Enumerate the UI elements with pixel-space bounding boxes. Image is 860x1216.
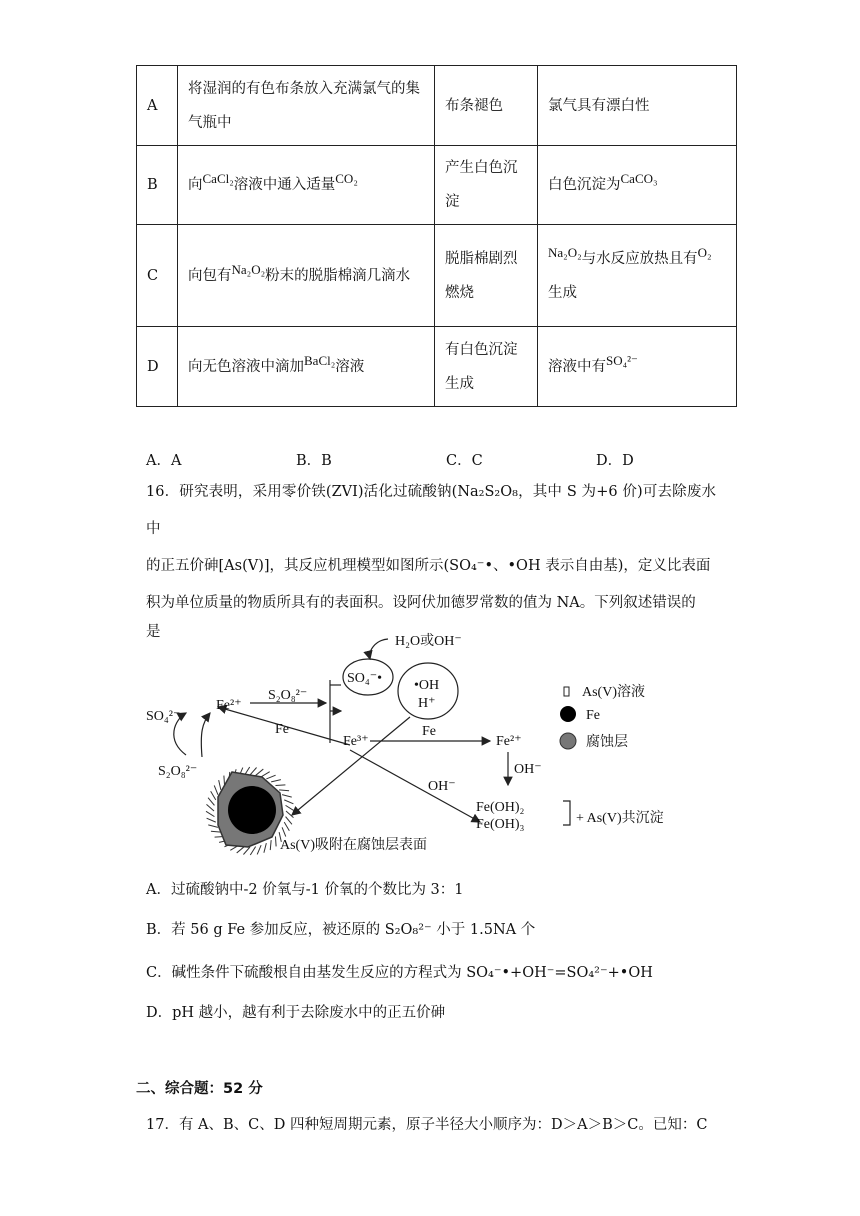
corrosion-spike [257,845,261,854]
corrosion-spike [208,825,218,827]
q15-option-a[interactable]: A．A [146,453,182,469]
q16-option-b[interactable]: B．若 56 g Fe 参加反应，被还原的 S₂O₈²⁻ 小于 1.5NA 个 [146,922,536,938]
corrosion-spike [271,780,281,782]
q16-stem-line1: 16．研究表明，采用零价铁(ZVI)活化过硫酸钠(Na₂S₂O₈，其中 S 为+6 价)可去除废水中 [146,484,716,537]
label-s2o8-top: S₂O₈²⁻ [268,688,308,703]
legend-as-solution: As(V)溶液 [582,685,645,700]
q16-stem-line4: 是 [146,624,161,640]
corrosion-spike [264,843,266,853]
operation-b: 向CaCl₂溶液中通入适量CO₂ [178,146,435,225]
corrosion-spike [207,818,216,822]
legend-corrosion: 腐蚀层 [586,735,628,750]
label-coprecipitate: + As(V)共沉淀 [576,811,664,826]
corrosion-spike [206,811,214,816]
q15-option-c[interactable]: C．C [446,453,483,469]
label-hplus: H⁺ [418,696,436,711]
corrosion-spike [206,804,214,811]
corrosion-spike [270,840,271,850]
label-feoh3: Fe(OH)₃ [476,817,525,832]
corrosion-spike [208,798,214,806]
diagram-caption: As(V)吸附在腐蚀层表面 [280,838,427,853]
corrosion-spike [284,800,293,804]
label-fe-1: Fe [275,722,289,737]
phenomenon-b: 产生白色沉淀 [435,146,538,225]
corrosion-spike [275,785,285,786]
operation-a: 将湿润的有色布条放入充满氯气的集气瓶中 [178,66,435,146]
corrosion-spike [237,847,245,853]
label-oh-minus-1: OH⁻ [514,762,542,777]
q16-stem-line2: 的正五价砷[As(V)]，其反应机理模型如图所示(SO₄⁻•、•OH 表示自由基)，定义比表面 [146,558,711,574]
corrosion-spike [286,805,294,810]
corrosion-spike [266,775,275,779]
corrosion-spike [211,831,221,832]
conclusion-b: 白色沉淀为CaCO₃ [538,146,737,225]
legend-fe: Fe [586,708,600,723]
label-so4-radical: SO₄⁻• [347,671,383,686]
corrosion-spike [282,827,286,836]
mechanism-diagram [140,625,700,860]
phenomenon-d: 有白色沉淀生成 [435,327,538,407]
q17-stem: 17．有 A、B、C、D 四种短周期元素，原子半径大小顺序为：D＞A＞B＞C。已知：C [146,1117,708,1133]
row-label-d: D [137,327,178,407]
label-fe-2: Fe [422,724,436,739]
corrosion-spike [279,790,289,791]
phenomenon-c: 脱脂棉剧烈燃烧 [435,225,538,327]
label-h2o-or-oh: H₂O或OH⁻ [395,634,462,649]
row-label-c: C [137,225,178,327]
label-fe2-left: Fe²⁺ [216,698,242,713]
label-fe2-right: Fe²⁺ [496,734,522,749]
q16-stem-line3: 积为单位质量的物质所具有的表面积。设阿伏加德罗常数的值为 NA。下列叙述错误的 [146,595,696,611]
corrosion-spike [286,817,292,825]
operation-d: 向无色溶液中滴加BaCl₂溶液 [178,327,435,407]
q16-stem [146,474,716,642]
corrosion-spike [275,836,276,846]
corrosion-spike [250,847,255,855]
corrosion-spike [261,772,270,777]
corrosion-spike [256,769,264,775]
q15-option-b[interactable]: B．B [296,453,332,469]
q16-option-c[interactable]: C．碱性条件下硫酸根自由基发生反应的方程式为 SO₄⁻•+OH⁻=SO₄²⁻+•OH [146,965,653,981]
corrosion-spike [219,780,221,790]
corrosion-spike [243,847,250,855]
phenomenon-a: 布条褪色 [435,66,538,146]
corrosion-spike [282,795,292,797]
label-s2o8-left: S₂O₈²⁻ [158,764,198,779]
conclusion-a: 氯气具有漂白性 [538,66,737,146]
label-oh-radical: •OH [414,678,440,693]
corrosion-spike [250,767,257,775]
corrosion-spike [211,791,216,800]
corrosion-spike [284,822,289,831]
label-so4-left: SO₄²⁻ [146,709,181,724]
conclusion-c: Na₂O₂与水反应放热且有O₂生成 [538,225,737,327]
conclusion-d: 溶液中有SO₄²⁻ [538,327,737,407]
row-label-a: A [137,66,178,146]
corrosion-spike [214,785,218,794]
operation-c: 向包有Na₂O₂粉末的脱脂棉滴几滴水 [178,225,435,327]
options-table [136,65,737,407]
q16-option-a[interactable]: A．过硫酸钠中-2 价氧与-1 价氧的个数比为 3：1 [146,882,464,898]
section-heading: 二、综合题：52 分 [136,1081,263,1097]
label-fe3: Fe³⁺ [343,734,369,749]
row-label-b: B [137,146,178,225]
label-oh-minus-2: OH⁻ [428,779,456,794]
q16-option-d[interactable]: D．pH 越小，越有利于去除废水中的正五价砷 [146,1005,446,1021]
label-feoh2: Fe(OH)₂ [476,800,525,815]
q15-option-d[interactable]: D．D [596,453,634,469]
